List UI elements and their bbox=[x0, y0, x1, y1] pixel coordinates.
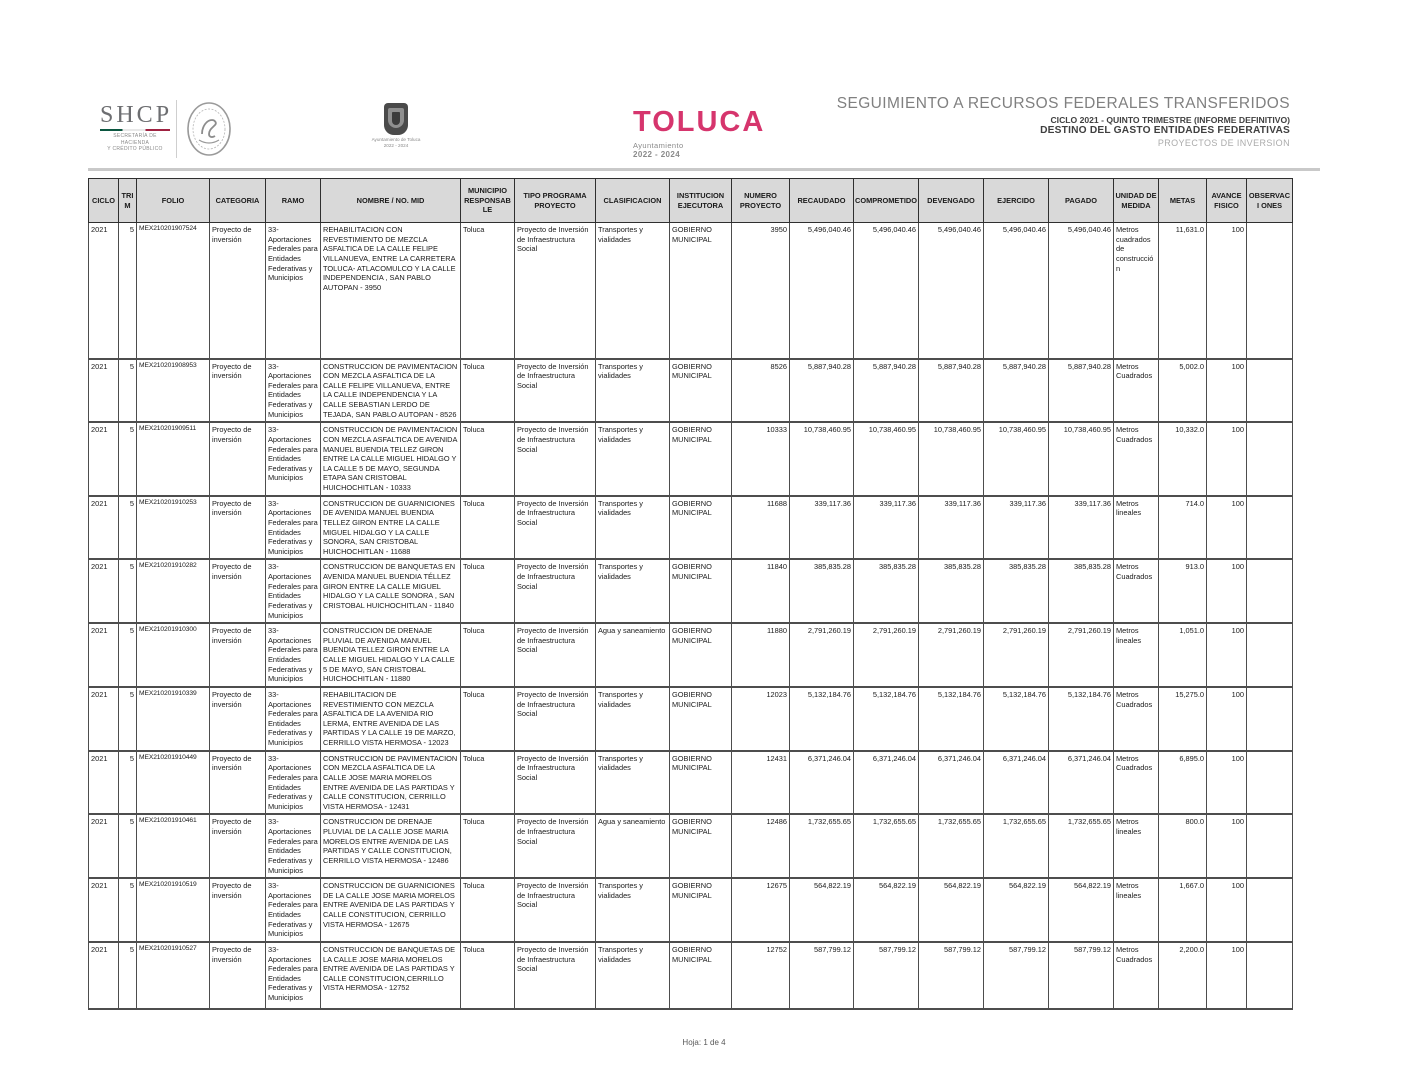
table-cell: MEX210201907524 bbox=[137, 223, 210, 359]
table-cell: CONSTRUCCION DE PAVIMENTACION CON MEZCLA ASFALTICA DE AVENIDA MANUEL BUENDIA TELLEZ GIRON ENTRE LA CALLE MIGUEL HIDALGO Y LA CALLE 5 DE MAYO, SEGUNDA ETAPA SAN CRISTOBAL HUICHOCHITLAN - 10333 bbox=[321, 422, 461, 495]
table-cell: 10,738,460.95 bbox=[790, 422, 854, 495]
table-cell: Toluca bbox=[461, 623, 515, 687]
table-cell: 10,738,460.95 bbox=[984, 422, 1049, 495]
table-cell: 5,887,940.28 bbox=[1049, 359, 1114, 423]
table-cell: Metros lineales bbox=[1114, 814, 1159, 878]
table-cell: Toluca bbox=[461, 223, 515, 359]
table-cell: Proyecto de inversión bbox=[210, 496, 266, 560]
table-cell bbox=[1247, 942, 1293, 1009]
table-cell: 5 bbox=[119, 751, 137, 815]
table-cell: 2021 bbox=[89, 942, 119, 1009]
table-cell bbox=[1247, 496, 1293, 560]
toluca-shield-icon bbox=[384, 103, 408, 135]
toluca-sub1: Ayuntamiento bbox=[633, 141, 684, 150]
toluca-shield-caption: Ayuntamiento de Toluca 2022 - 2024 bbox=[371, 137, 421, 148]
column-header: DEVENGADO bbox=[919, 179, 984, 223]
table-cell: Transportes y vialidades bbox=[596, 359, 670, 423]
table-cell: 5 bbox=[119, 496, 137, 560]
column-header: CLASIFICACION bbox=[596, 179, 670, 223]
column-header: RECAUDADO bbox=[790, 179, 854, 223]
table-cell: MEX210201910253 bbox=[137, 496, 210, 560]
column-header: TRIM bbox=[119, 179, 137, 223]
table-cell bbox=[1247, 751, 1293, 815]
table-cell: 1,732,655.65 bbox=[984, 814, 1049, 878]
table-cell: GOBIERNO MUNICIPAL bbox=[670, 422, 732, 495]
table-cell: 100 bbox=[1207, 942, 1247, 1009]
table-cell: 2021 bbox=[89, 623, 119, 687]
table-cell: CONSTRUCCION DE PAVIMENTACION CON MEZCLA ASFALTICA DE LA CALLE FELIPE VILLANUEVA, ENTRE LA CALLE INDEPENDENCIA Y LA CALLE SEBASTIAN LERDO DE TEJADA, SAN PABLO AUTOPAN - 8526 bbox=[321, 359, 461, 423]
table-cell: GOBIERNO MUNICIPAL bbox=[670, 687, 732, 751]
table-cell: 2,200.0 bbox=[1159, 942, 1207, 1009]
table-cell: 1,732,655.65 bbox=[790, 814, 854, 878]
table-cell: Agua y saneamiento bbox=[596, 814, 670, 878]
table-cell: Proyecto de Inversión de Infraestructura Social bbox=[515, 751, 596, 815]
logo-divider bbox=[176, 100, 177, 158]
table-cell: 2,791,260.19 bbox=[1049, 623, 1114, 687]
table-cell: 5,496,040.46 bbox=[1049, 223, 1114, 359]
table-cell: 33-Aportaciones Federales para Entidades Federativas y Municipios bbox=[266, 942, 321, 1009]
shcp-logo bbox=[100, 102, 173, 153]
table-cell: 5,132,184.76 bbox=[919, 687, 984, 751]
column-header: AVANCE FISICO bbox=[1207, 179, 1247, 223]
table-cell: 100 bbox=[1207, 878, 1247, 942]
table-cell: GOBIERNO MUNICIPAL bbox=[670, 814, 732, 878]
table-cell: 2,791,260.19 bbox=[790, 623, 854, 687]
table-cell: 100 bbox=[1207, 422, 1247, 495]
table-cell: CONSTRUCCION DE DRENAJE PLUVIAL DE LA CALLE JOSE MARIA MORELOS ENTRE AVENIDA DE LAS PARTIDAS Y CALLE CONSTITUCION, CERRILLO VISTA HERMOSA - 12486 bbox=[321, 814, 461, 878]
table-cell: Metros lineales bbox=[1114, 623, 1159, 687]
column-header: MUNICIPIO RESPONSABLE bbox=[461, 179, 515, 223]
table-cell: GOBIERNO MUNICIPAL bbox=[670, 559, 732, 623]
table-cell: Toluca bbox=[461, 559, 515, 623]
table-cell: 12675 bbox=[732, 878, 790, 942]
table-cell: 12023 bbox=[732, 687, 790, 751]
table-cell: Metros Cuadrados bbox=[1114, 422, 1159, 495]
table-cell: 10,332.0 bbox=[1159, 422, 1207, 495]
table-row bbox=[89, 559, 1293, 623]
table-cell: 5 bbox=[119, 942, 137, 1009]
table-container bbox=[88, 178, 1293, 1010]
table-cell: 5,496,040.46 bbox=[919, 223, 984, 359]
table-cell: 100 bbox=[1207, 359, 1247, 423]
table-cell: 11,631.0 bbox=[1159, 223, 1207, 359]
table-cell: 100 bbox=[1207, 687, 1247, 751]
column-header: FOLIO bbox=[137, 179, 210, 223]
table-cell: Metros cuadrados de construcción bbox=[1114, 223, 1159, 359]
table-cell: 5 bbox=[119, 559, 137, 623]
table-cell: 564,822.19 bbox=[1049, 878, 1114, 942]
table-cell: 800.0 bbox=[1159, 814, 1207, 878]
table-cell: 587,799.12 bbox=[1049, 942, 1114, 1009]
column-header: CICLO bbox=[89, 179, 119, 223]
table-cell: MEX210201910461 bbox=[137, 814, 210, 878]
table-cell: 33-Aportaciones Federales para Entidades Federativas y Municipios bbox=[266, 559, 321, 623]
table-cell: 3950 bbox=[732, 223, 790, 359]
table-cell: 2021 bbox=[89, 223, 119, 359]
table-row bbox=[89, 422, 1293, 495]
column-header: METAS bbox=[1159, 179, 1207, 223]
table-cell: 5,496,040.46 bbox=[854, 223, 919, 359]
table-row bbox=[89, 814, 1293, 878]
table-cell: 12431 bbox=[732, 751, 790, 815]
table-cell: Transportes y vialidades bbox=[596, 422, 670, 495]
column-header: CATEGORIA bbox=[210, 179, 266, 223]
shcp-tricolor-bar bbox=[100, 129, 170, 131]
table-cell: Proyecto de Inversión de Infraestructura Social bbox=[515, 942, 596, 1009]
table-cell: 2,791,260.19 bbox=[984, 623, 1049, 687]
table-cell: MEX210201910282 bbox=[137, 559, 210, 623]
table-cell: Metros lineales bbox=[1114, 878, 1159, 942]
table-cell: 6,371,246.04 bbox=[854, 751, 919, 815]
table-cell: 385,835.28 bbox=[984, 559, 1049, 623]
table-cell: 339,117.36 bbox=[854, 496, 919, 560]
table-cell: 385,835.28 bbox=[854, 559, 919, 623]
table-cell: 11880 bbox=[732, 623, 790, 687]
table-body bbox=[89, 223, 1293, 1009]
table-cell: 11840 bbox=[732, 559, 790, 623]
table-cell: 5 bbox=[119, 359, 137, 423]
table-cell: 2021 bbox=[89, 359, 119, 423]
table-cell: 100 bbox=[1207, 751, 1247, 815]
table-cell: Proyecto de inversión bbox=[210, 359, 266, 423]
table-cell: GOBIERNO MUNICIPAL bbox=[670, 623, 732, 687]
toluca-wordmark: TOLUCA bbox=[633, 106, 766, 138]
table-cell: Proyecto de inversión bbox=[210, 223, 266, 359]
table-cell bbox=[1247, 359, 1293, 423]
table-cell: 339,117.36 bbox=[984, 496, 1049, 560]
table-row bbox=[89, 942, 1293, 1009]
table-cell: MEX210201910527 bbox=[137, 942, 210, 1009]
table-cell: Proyecto de inversión bbox=[210, 878, 266, 942]
table-cell: Proyecto de inversión bbox=[210, 422, 266, 495]
table-cell bbox=[1247, 878, 1293, 942]
table-cell: 587,799.12 bbox=[790, 942, 854, 1009]
table-cell: Toluca bbox=[461, 359, 515, 423]
table-header-row bbox=[89, 179, 1293, 223]
table-cell: Metros Cuadrados bbox=[1114, 751, 1159, 815]
table-cell: 2021 bbox=[89, 814, 119, 878]
table-cell: 33-Aportaciones Federales para Entidades Federativas y Municipios bbox=[266, 878, 321, 942]
table-cell: 33-Aportaciones Federales para Entidades Federativas y Municipios bbox=[266, 422, 321, 495]
table-cell: CONSTRUCCION DE DRENAJE PLUVIAL DE AVENIDA MANUEL BUENDIA TELLEZ GIRON ENTRE LA CALLE MIGUEL HIDALGO Y LA CALLE 5 DE MAYO, SAN CRISTOBAL HUICHOCHITLAN - 11880 bbox=[321, 623, 461, 687]
column-header: INSTITUCION EJECUTORA bbox=[670, 179, 732, 223]
table-cell: Transportes y vialidades bbox=[596, 942, 670, 1009]
table-cell: Metros Cuadrados bbox=[1114, 559, 1159, 623]
table-cell: Agua y saneamiento bbox=[596, 623, 670, 687]
table-cell: Proyecto de inversión bbox=[210, 942, 266, 1009]
table-cell: 6,371,246.04 bbox=[1049, 751, 1114, 815]
table-cell: Proyecto de Inversión de Infraestructura Social bbox=[515, 687, 596, 751]
table-cell: 6,371,246.04 bbox=[984, 751, 1049, 815]
table-cell: Toluca bbox=[461, 942, 515, 1009]
table-cell: 2021 bbox=[89, 422, 119, 495]
table-cell: 5 bbox=[119, 223, 137, 359]
toluca-shield-logo bbox=[366, 103, 426, 149]
table-cell: GOBIERNO MUNICIPAL bbox=[670, 223, 732, 359]
table-cell: Transportes y vialidades bbox=[596, 751, 670, 815]
table-cell: 6,371,246.04 bbox=[790, 751, 854, 815]
table-cell: 385,835.28 bbox=[790, 559, 854, 623]
report-titles bbox=[730, 95, 1290, 148]
table-cell: 5,496,040.46 bbox=[984, 223, 1049, 359]
mexico-eagle-seal-icon bbox=[185, 100, 233, 158]
table-cell: Proyecto de Inversión de Infraestructura Social bbox=[515, 223, 596, 359]
table-cell bbox=[1247, 814, 1293, 878]
table-cell: 5,887,940.28 bbox=[790, 359, 854, 423]
table-row bbox=[89, 496, 1293, 560]
table-cell: CONSTRUCCION DE BANQUETAS EN AVENIDA MANUEL BUENDIA TÉLLEZ GIRON ENTRE LA CALLE MIGUEL HIDALGO Y LA CALLE SONORA , SAN CRISTOBAL HUICHOCHITLAN - 11840 bbox=[321, 559, 461, 623]
shcp-wordmark: SHCP bbox=[100, 102, 173, 128]
table-cell: 33-Aportaciones Federales para Entidades Federativas y Municipios bbox=[266, 687, 321, 751]
table-cell: Metros lineales bbox=[1114, 496, 1159, 560]
table-cell: MEX210201910449 bbox=[137, 751, 210, 815]
table-cell: 10333 bbox=[732, 422, 790, 495]
table-row bbox=[89, 223, 1293, 359]
table-cell: 2021 bbox=[89, 559, 119, 623]
table-cell: 33-Aportaciones Federales para Entidades Federativas y Municipios bbox=[266, 623, 321, 687]
toluca-sub2: 2022 - 2024 bbox=[633, 150, 681, 159]
table-cell: 100 bbox=[1207, 814, 1247, 878]
report-table bbox=[88, 178, 1293, 1010]
table-cell: 5,132,184.76 bbox=[984, 687, 1049, 751]
table-cell: 564,822.19 bbox=[919, 878, 984, 942]
table-cell: 5 bbox=[119, 623, 137, 687]
table-cell: 6,371,246.04 bbox=[919, 751, 984, 815]
shcp-caption: SECRETARÍA DE HACIENDA Y CRÉDITO PÚBLICO bbox=[107, 133, 163, 152]
table-cell: 339,117.36 bbox=[1049, 496, 1114, 560]
table-cell: REHABILITACION CON REVESTIMIENTO DE MEZCLA ASFALTICA DE LA CALLE FELIPE VILLANUEVA, ENTRE LA CARRETERA TOLUCA- ATLACOMULCO Y LA CALLE INDEPENDENCIA , SAN PABLO AUTOPAN - 3950 bbox=[321, 223, 461, 359]
table-cell: 33-Aportaciones Federales para Entidades Federativas y Municipios bbox=[266, 496, 321, 560]
table-cell: Metros Cuadrados bbox=[1114, 942, 1159, 1009]
table-cell bbox=[1247, 687, 1293, 751]
table-cell: Proyecto de inversión bbox=[210, 814, 266, 878]
table-cell: 6,895.0 bbox=[1159, 751, 1207, 815]
table-cell: 339,117.36 bbox=[919, 496, 984, 560]
table-cell: 587,799.12 bbox=[984, 942, 1049, 1009]
table-cell: Proyecto de Inversión de Infraestructura Social bbox=[515, 623, 596, 687]
table-cell: GOBIERNO MUNICIPAL bbox=[670, 942, 732, 1009]
table-cell: GOBIERNO MUNICIPAL bbox=[670, 359, 732, 423]
table-cell: Toluca bbox=[461, 496, 515, 560]
table-cell: 1,732,655.65 bbox=[919, 814, 984, 878]
table-cell: CONSTRUCCION DE GUARNICIONES DE LA CALLE JOSE MARIA MORELOS ENTRE AVENIDA DE LAS PARTIDAS Y CALLE CONSTITUCION, CERRILLO VISTA HERMOSA - 12675 bbox=[321, 878, 461, 942]
table-cell: 1,667.0 bbox=[1159, 878, 1207, 942]
table-cell: Transportes y vialidades bbox=[596, 559, 670, 623]
table-cell: 339,117.36 bbox=[790, 496, 854, 560]
table-cell: Transportes y vialidades bbox=[596, 223, 670, 359]
table-cell: 5 bbox=[119, 687, 137, 751]
table-cell: 100 bbox=[1207, 223, 1247, 359]
table-cell: REHABILITACION DE REVESTIMIENTO CON MEZCLA ASFALTICA DE LA AVENIDA RIO LERMA, ENTRE AVENIDA DE LAS PARTIDAS Y LA CALLE 19 DE MARZO, CERRILLO VISTA HERMOSA - 12023 bbox=[321, 687, 461, 751]
table-cell: 100 bbox=[1207, 623, 1247, 687]
table-cell: Toluca bbox=[461, 687, 515, 751]
table-cell: 2021 bbox=[89, 878, 119, 942]
report-subtitle-cycle: CICLO 2021 - QUINTO TRIMESTRE (INFORME DEFINITIVO) bbox=[1050, 115, 1290, 125]
report-subtitle-proyectos: PROYECTOS DE INVERSION bbox=[1157, 138, 1290, 148]
table-cell: Transportes y vialidades bbox=[596, 878, 670, 942]
table-row bbox=[89, 623, 1293, 687]
table-cell bbox=[1247, 559, 1293, 623]
column-header: EJERCIDO bbox=[984, 179, 1049, 223]
table-row bbox=[89, 359, 1293, 423]
table-cell: 2,791,260.19 bbox=[854, 623, 919, 687]
table-cell: 2021 bbox=[89, 751, 119, 815]
table-row bbox=[89, 878, 1293, 942]
header-rule bbox=[88, 168, 1320, 171]
table-cell: Metros Cuadrados bbox=[1114, 359, 1159, 423]
table-cell: Toluca bbox=[461, 751, 515, 815]
report-title: SEGUIMIENTO A RECURSOS FEDERALES TRANSFERIDOS bbox=[836, 95, 1290, 112]
table-cell: MEX210201908953 bbox=[137, 359, 210, 423]
table-cell: Toluca bbox=[461, 814, 515, 878]
table-cell bbox=[1247, 422, 1293, 495]
table-cell: 33-Aportaciones Federales para Entidades Federativas y Municipios bbox=[266, 223, 321, 359]
table-cell: 385,835.28 bbox=[919, 559, 984, 623]
table-cell: 12486 bbox=[732, 814, 790, 878]
table-cell: 5,002.0 bbox=[1159, 359, 1207, 423]
table-cell: Proyecto de Inversión de Infraestructura Social bbox=[515, 496, 596, 560]
table-cell: 587,799.12 bbox=[919, 942, 984, 1009]
table-cell: 33-Aportaciones Federales para Entidades Federativas y Municipios bbox=[266, 814, 321, 878]
table-cell: MEX210201909511 bbox=[137, 422, 210, 495]
table-cell: Proyecto de Inversión de Infraestructura Social bbox=[515, 878, 596, 942]
column-header: TIPO PROGRAMA PROYECTO bbox=[515, 179, 596, 223]
column-header: OBSERVACI ONES bbox=[1247, 179, 1293, 223]
table-cell: 33-Aportaciones Federales para Entidades Federativas y Municipios bbox=[266, 359, 321, 423]
table-cell: MEX210201910300 bbox=[137, 623, 210, 687]
table-cell: Proyecto de inversión bbox=[210, 751, 266, 815]
table-cell: CONSTRUCCION DE PAVIMENTACION CON MEZCLA ASFALTICA DE LA CALLE JOSE MARIA MORELOS ENTRE AVENIDA DE LAS PARTIDAS Y CALLE CONSTITUCION, CERRILLO VISTA HERMOSA - 12431 bbox=[321, 751, 461, 815]
table-cell: 5,132,184.76 bbox=[1049, 687, 1114, 751]
column-header: UNIDAD DE MEDIDA bbox=[1114, 179, 1159, 223]
table-cell: 1,732,655.65 bbox=[854, 814, 919, 878]
table-cell: 10,738,460.95 bbox=[1049, 422, 1114, 495]
table-cell: 564,822.19 bbox=[790, 878, 854, 942]
table-cell: 5,132,184.76 bbox=[854, 687, 919, 751]
page-number-label: Hoja: 1 de 4 bbox=[682, 1038, 726, 1047]
table-cell: GOBIERNO MUNICIPAL bbox=[670, 751, 732, 815]
table-cell: 5,887,940.28 bbox=[919, 359, 984, 423]
column-header: NOMBRE / NO. MID bbox=[321, 179, 461, 223]
table-cell: 15,275.0 bbox=[1159, 687, 1207, 751]
column-header: PAGADO bbox=[1049, 179, 1114, 223]
table-cell: Toluca bbox=[461, 422, 515, 495]
table-cell: 5,887,940.28 bbox=[854, 359, 919, 423]
report-subtitle-destino: DESTINO DEL GASTO ENTIDADES FEDERATIVAS bbox=[1040, 125, 1290, 136]
table-cell: 33-Aportaciones Federales para Entidades Federativas y Municipios bbox=[266, 751, 321, 815]
table-cell: Proyecto de inversión bbox=[210, 687, 266, 751]
table-cell: 8526 bbox=[732, 359, 790, 423]
table-cell: Proyecto de Inversión de Infraestructura Social bbox=[515, 559, 596, 623]
table-cell: 10,738,460.95 bbox=[854, 422, 919, 495]
table-cell: 587,799.12 bbox=[854, 942, 919, 1009]
table-cell: 5,132,184.76 bbox=[790, 687, 854, 751]
column-header: RAMO bbox=[266, 179, 321, 223]
table-cell bbox=[1247, 223, 1293, 359]
table-cell: Transportes y vialidades bbox=[596, 496, 670, 560]
table-cell: 5,496,040.46 bbox=[790, 223, 854, 359]
table-cell: 2,791,260.19 bbox=[919, 623, 984, 687]
table-cell: 564,822.19 bbox=[854, 878, 919, 942]
table-cell: Toluca bbox=[461, 878, 515, 942]
table-cell: GOBIERNO MUNICIPAL bbox=[670, 878, 732, 942]
table-cell: 913.0 bbox=[1159, 559, 1207, 623]
table-cell: 100 bbox=[1207, 559, 1247, 623]
table-cell: CONSTRUCCION DE BANQUETAS DE LA CALLE JOSE MARIA MORELOS ENTRE AVENIDA DE LAS PARTIDAS Y CALLE CONSTITUCION,CERRILLO VISTA HERMOSA - 12752 bbox=[321, 942, 461, 1009]
table-cell: Transportes y vialidades bbox=[596, 687, 670, 751]
table-cell: 385,835.28 bbox=[1049, 559, 1114, 623]
table-cell: CONSTRUCCION DE GUARNICIONES DE AVENIDA MANUEL BUENDIA TELLEZ GIRON ENTRE LA CALLE MIGUEL HIDALGO Y LA CALLE SONORA, SAN CRISTOBAL HUICHOCHITLAN - 11688 bbox=[321, 496, 461, 560]
table-cell: Proyecto de Inversión de Infraestructura Social bbox=[515, 814, 596, 878]
table-cell: Metros Cuadrados bbox=[1114, 687, 1159, 751]
table-cell: 2021 bbox=[89, 496, 119, 560]
table-cell bbox=[1247, 623, 1293, 687]
table-cell: Proyecto de Inversión de Infraestructura Social bbox=[515, 359, 596, 423]
table-cell: 714.0 bbox=[1159, 496, 1207, 560]
table-cell: MEX210201910339 bbox=[137, 687, 210, 751]
table-cell: Proyecto de inversión bbox=[210, 623, 266, 687]
table-cell: GOBIERNO MUNICIPAL bbox=[670, 496, 732, 560]
table-cell: 10,738,460.95 bbox=[919, 422, 984, 495]
table-cell: 5 bbox=[119, 422, 137, 495]
table-cell: Proyecto de Inversión de Infraestructura Social bbox=[515, 422, 596, 495]
table-cell: MEX210201910519 bbox=[137, 878, 210, 942]
column-header: COMPROMETIDO bbox=[854, 179, 919, 223]
table-cell: 1,051.0 bbox=[1159, 623, 1207, 687]
table-cell: 1,732,655.65 bbox=[1049, 814, 1114, 878]
table-cell: 12752 bbox=[732, 942, 790, 1009]
table-cell: 2021 bbox=[89, 687, 119, 751]
table-cell: 564,822.19 bbox=[984, 878, 1049, 942]
table-cell: Proyecto de inversión bbox=[210, 559, 266, 623]
table-row bbox=[89, 687, 1293, 751]
table-cell: 100 bbox=[1207, 496, 1247, 560]
table-cell: 11688 bbox=[732, 496, 790, 560]
table-cell: 5 bbox=[119, 814, 137, 878]
table-cell: 5,887,940.28 bbox=[984, 359, 1049, 423]
column-header: NUMERO PROYECTO bbox=[732, 179, 790, 223]
table-row bbox=[89, 751, 1293, 815]
table-cell: 5 bbox=[119, 878, 137, 942]
